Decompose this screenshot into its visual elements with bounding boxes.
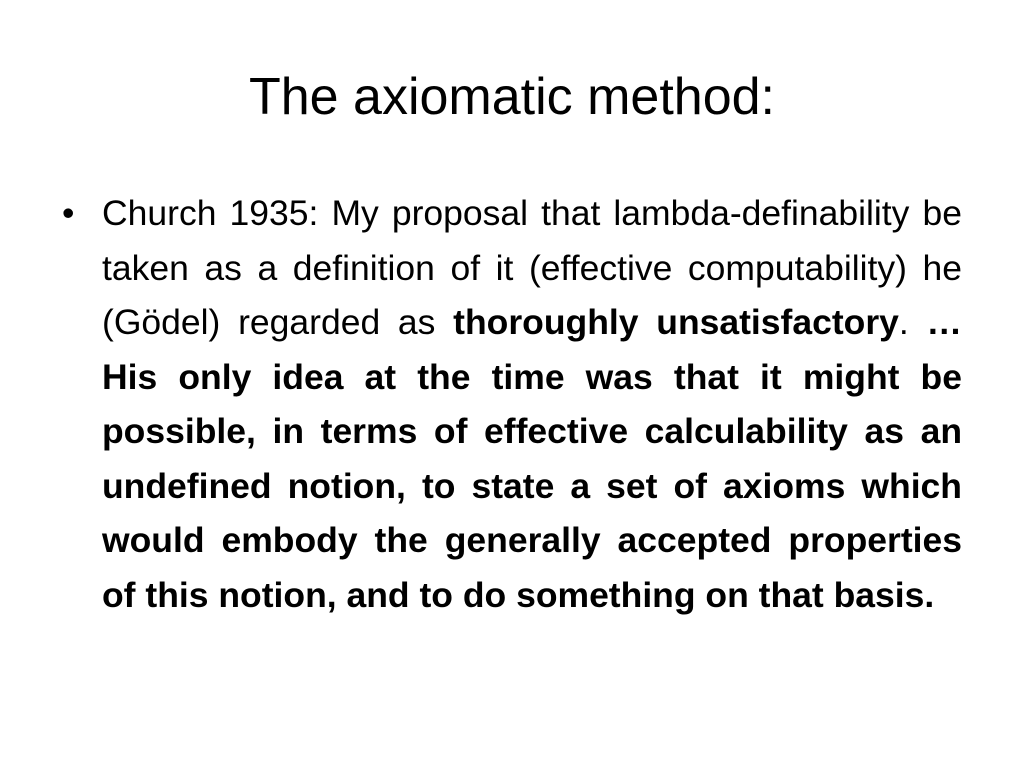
bullet-text-emphasis: thoroughly unsatisfactory (453, 302, 899, 342)
bullet-dot-icon: • (62, 193, 75, 233)
bullet-item (62, 186, 962, 622)
bullet-list (62, 186, 962, 622)
bullet-text-quote: … His only idea at the time was that it might be possible, in terms of effective calculability as an undefined notion, to state a set of axioms which would embody the generally accepted properties of this notion, and to do something on that basis. (102, 302, 963, 615)
slide-title: The axiomatic method: (248, 68, 776, 126)
bullet-text-period: . (898, 302, 927, 342)
bullet-text-intro: Church 1935: My proposal that lambda-definability be taken as a definition of it (effective computability) he (Gödel) regarded as (102, 193, 962, 342)
